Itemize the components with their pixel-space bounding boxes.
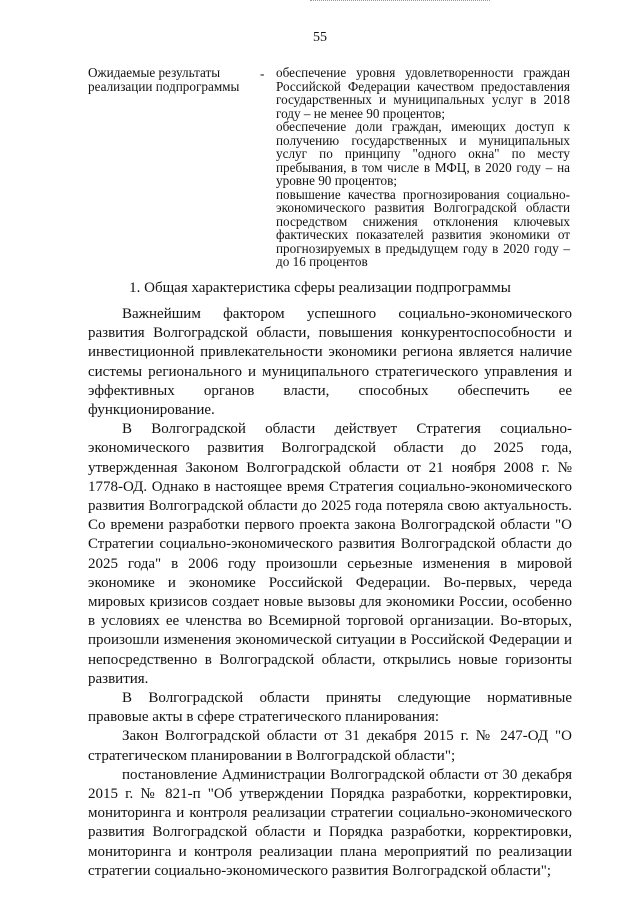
body-text xyxy=(88,305,572,881)
scan-top-mark xyxy=(310,0,490,3)
results-dash: - xyxy=(260,66,265,81)
paragraph: В Волгоградской области приняты следующие нормативные правовые акты в сфере стратегического планирования: xyxy=(88,690,572,726)
paragraph: Важнейшим фактором успешного социально-экономического развития Волгоградской области, повышения конкурентоспособности и инвестиционной привлекательности экономики региона является наличие системы регионального и муниципального стратегического управления и эффективных органов власти, способных обеспечить ее функционирование. xyxy=(88,306,572,419)
results-item: обеспечение доли граждан, имеющих доступ к получению государственных и муниципальных услуг по принципу "одного окна" по месту пребывания, в том числе в МФЦ, в 2020 году – на уровне 90 процентов; xyxy=(276,119,570,188)
results-item: обеспечение уровня удовлетворенности граждан Российской Федерации качеством предоставления государственных и муниципальных услуг в 2018 году – не менее 90 процентов; xyxy=(276,65,570,121)
paragraph: постановление Администрации Волгоградской области от 30 декабря 2015 г. № 821-п "Об утверждении Порядка разработки, корректировки, мониторинга и контроля реализации стратегии социально-экономического развития Волгоградской области и Порядка разработки, корректировки, мониторинга и контроля реализации плана мероприятий по реализации стратегии социально-экономического развития Волгоградской области"; xyxy=(88,766,572,879)
results-list xyxy=(276,66,570,269)
section-heading: 1. Общая характеристика сферы реализации подпрограммы xyxy=(129,280,511,296)
paragraph: В Волгоградской области действует Стратегия социально-экономического развития Волгоградской области до 2025 года, утвержденная Законом Волгоградской области от 21 ноября 2008 г. № 1778-ОД. Однако в настоящее время Стратегия социально-экономического развития Волгоградской области до 2025 года потеряла свою актуальность. Со времени разработки первого проекта закона Волгоградской области "О Стратегии социально-экономического развития Волгоградской области до 2025 года" в 2006 году произошли серьезные изменения в мировой экономике и экономике Российской Федерации. Во-первых, череда мировых кризисов создает новые вызовы для экономики России, особенно в условиях ее членства во Всемирной торговой организации. Во-вторых, произошли изменения экономической ситуации в Российской Федерации и непосредственно в Волгоградской области, открылись новые горизонты развития. xyxy=(88,421,572,687)
results-label: Ожидаемые результаты реализации подпрограммы xyxy=(88,65,240,94)
results-item: повышение качества прогнозирования социально-экономического развития Волгоградской области посредством снижения отклонения ключевых фактических показателей развития экономики от прогнозируемых в предыдущем году в 2020 году – до 16 процентов xyxy=(276,186,570,269)
page-number: 55 xyxy=(313,30,327,45)
paragraph: Закон Волгоградской области от 31 декабря 2015 г. № 247-ОД "О стратегическом планировании в Волгоградской области"; xyxy=(88,728,572,764)
